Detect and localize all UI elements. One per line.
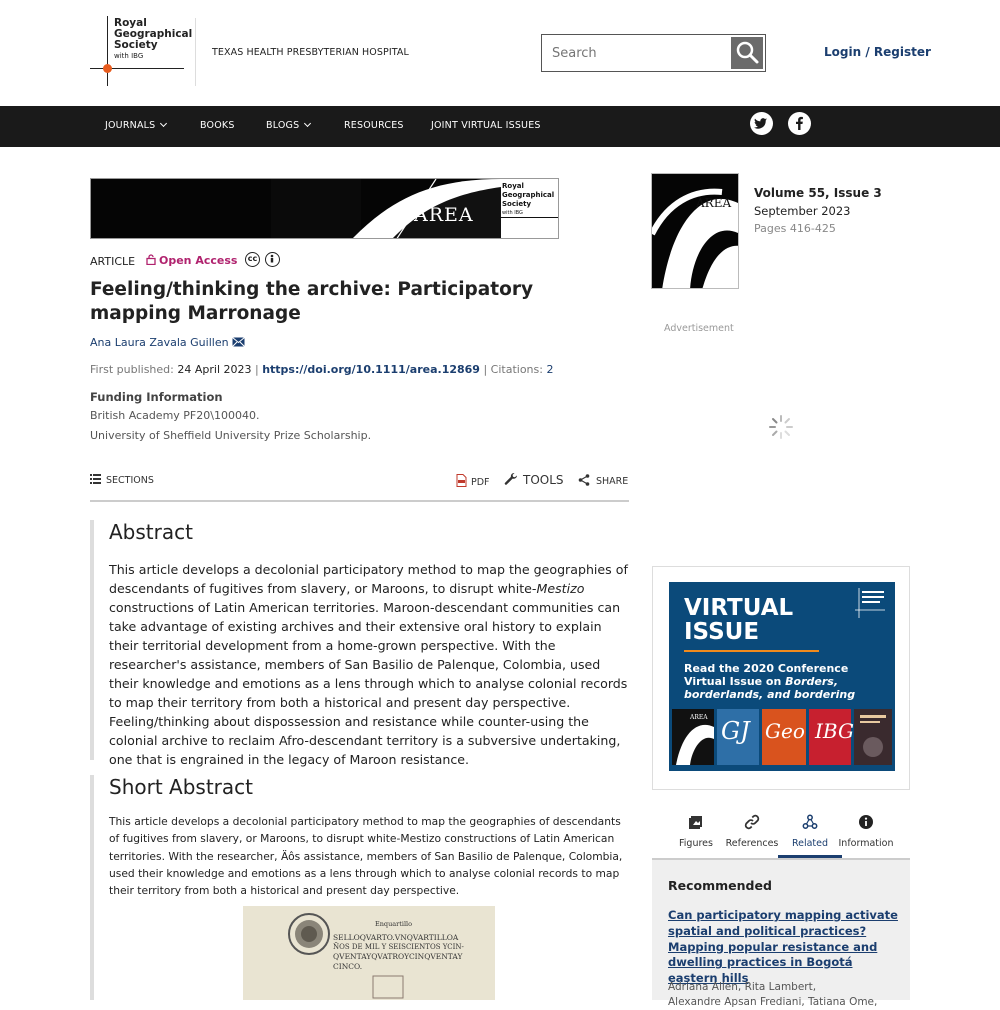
search-input[interactable]	[542, 35, 728, 71]
share-label: SHARE	[596, 476, 629, 487]
short-abstract-text: This article develops a decolonial participatory method to map the geographies of descendants of fugitives from slavery, or Maroons, to disrupt white-Mestizo constructions of Latin American territories. With the researcher, Äôs assistance, members of San Basilio de Palenque, Colombia, used their knowledge and emotions as a lens through which to analyse colonial records to map their territory from both a historical and present day perspective.	[109, 815, 623, 898]
banner-journal-title: AREA	[414, 204, 474, 226]
virtual-issue-banner[interactable]	[669, 582, 895, 771]
journal-banner[interactable]	[90, 178, 559, 239]
chevron-down-icon	[160, 120, 167, 127]
open-access-label: Open Access	[159, 254, 238, 267]
recommended-authors-line: Adriana Allen, Rita Lambert,	[668, 981, 817, 993]
logo-line-2: Geographical	[114, 28, 193, 40]
banner-society-line	[501, 217, 559, 218]
banner-society-line4: with IBG	[502, 210, 523, 216]
tab-label: Information	[838, 838, 894, 849]
doi-link[interactable]: https://doi.org/10.1111/area.12869	[262, 363, 480, 376]
issue-volume[interactable]: Volume 55, Issue 3	[754, 186, 882, 200]
abstract-heading: Abstract	[109, 520, 193, 544]
document-text: CINCO.	[333, 962, 363, 971]
document-text: QVENTAYQVATROYCINQVENTAY	[333, 952, 463, 961]
article-title: Feeling/thinking the archive: Participatory mapping Marronage	[90, 279, 534, 324]
tab-label: Figures	[679, 838, 713, 849]
sections-button[interactable]	[90, 474, 154, 486]
chevron-down-icon	[304, 120, 311, 127]
search-button[interactable]	[731, 37, 763, 69]
link-icon	[744, 814, 760, 830]
abstract-text	[109, 560, 629, 769]
info-icon	[858, 814, 874, 830]
cover-title: AREA	[696, 196, 732, 210]
logo-separator	[195, 18, 196, 86]
tab-figures[interactable]	[664, 810, 728, 858]
search-icon	[731, 37, 763, 69]
tab-related[interactable]	[778, 810, 842, 858]
logo-dot	[103, 64, 112, 73]
image-icon	[688, 814, 704, 830]
issue-cover[interactable]	[651, 173, 739, 289]
tab-label: References	[725, 838, 779, 849]
twitter-button[interactable]	[750, 112, 773, 135]
facebook-button[interactable]	[788, 112, 811, 135]
document-text: Enquartillo	[375, 920, 413, 928]
abstract-text-part: constructions of Latin American territories. Maroon-descendant communities can take advantage of existing archives and their extensive oral history to explain their territorial development from a home-grown perspective. With the researcher's assistance, members of San Basilio de Palenque, Colombia, used their knowledge and emotions as a lens through which to analyse colonial records to map their territory from both a historical and present day perspective. Feeling/thinking about dispossession and resistance while counter-using the colonial archive to reclaim Afro-descendant territory is a subversive undertaking, one that is engrained in the legacy of Maroon resistance.	[109, 600, 628, 767]
tools-button[interactable]	[504, 472, 564, 487]
envelope-icon[interactable]	[232, 337, 245, 347]
article-toolbar	[90, 466, 629, 502]
rgs-org-link[interactable]: rgs.org	[863, 226, 897, 237]
share-button[interactable]	[578, 474, 628, 487]
nav-blogs[interactable]	[266, 120, 310, 131]
abstract-text-part: This article develops a decolonial participatory method to map the geographies of descendants of fugitives from slavery, or Maroons, to disrupt white-	[109, 562, 628, 596]
nav-journals[interactable]	[105, 120, 166, 131]
institution-name: TEXAS HEALTH PRESBYTERIAN HOSPITAL	[212, 47, 409, 58]
sections-label: SECTIONS	[106, 475, 154, 486]
short-abstract-heading: Short Abstract	[109, 775, 253, 799]
tools-label: TOOLS	[523, 473, 564, 487]
citations-label: Citations:	[490, 363, 543, 376]
loading-spinner-icon	[768, 414, 794, 440]
abstract-text-italic: Mestizo	[536, 581, 585, 596]
author-name: Ana Laura Zavala Guillen	[90, 336, 229, 349]
banner-society-line1: Royal	[502, 182, 524, 190]
thumb-label: IBG	[815, 719, 854, 743]
pdf-icon	[456, 474, 467, 487]
pdf-label: PDF	[471, 477, 490, 488]
creative-commons-icon: cc	[245, 252, 260, 267]
logo-text	[114, 18, 192, 62]
lock-icon	[146, 254, 156, 265]
search-box	[541, 34, 766, 72]
virtual-issue-promo	[652, 566, 910, 790]
thumb-label: AREA	[690, 714, 708, 721]
separator: |	[483, 363, 491, 376]
tab-label: Related	[791, 838, 829, 849]
facebook-icon	[788, 112, 811, 135]
issue-pages: Pages 416-425	[754, 222, 836, 235]
list-icon	[90, 474, 101, 484]
share-icon	[578, 474, 590, 486]
journal-cover-thumb	[854, 709, 892, 765]
separator: |	[255, 363, 263, 376]
thumb-label: GJ	[721, 717, 750, 745]
nav-blogs-label: BLOGS	[266, 120, 300, 131]
abstract-section	[90, 520, 629, 767]
site-header	[0, 0, 1000, 106]
recommended-article-link[interactable]: Can participatory mapping activate spatial and political practices? Mapping popular resistance and dwelling practices in Bogotá eastern hills	[668, 908, 898, 986]
thumb-label: Geo	[765, 719, 805, 743]
funding-item: British Academy PF20\100040.	[90, 409, 260, 422]
recommended-heading: Recommended	[668, 878, 772, 893]
banner-society-line2: Geographical	[502, 191, 555, 199]
publication-line	[90, 363, 553, 376]
nav-books[interactable]: BOOKS	[200, 120, 235, 131]
tab-information[interactable]	[834, 810, 898, 858]
recommended-panel	[652, 860, 910, 1008]
banner-artwork	[91, 179, 559, 239]
funding-item: University of Sheffield University Prize Scholarship.	[90, 429, 372, 442]
virtual-issue-title-line: ISSUE	[684, 619, 760, 645]
virtual-issue-title	[684, 596, 793, 644]
virtual-issue-divider	[684, 650, 819, 652]
cover-artwork	[652, 174, 739, 289]
recommended-authors-line: Alexandre Apsan Frediani, Tatiana Ome,	[668, 996, 878, 1008]
logo-line-1: Royal	[114, 17, 147, 29]
open-access-badge	[146, 254, 237, 267]
issue-date: September 2023	[754, 204, 851, 218]
pdf-button[interactable]	[456, 474, 490, 488]
banner-society-line3: Society	[502, 200, 532, 208]
funding-heading: Funding Information	[90, 390, 223, 404]
rgs-mini-logo	[855, 588, 891, 618]
nav-resources[interactable]: RESOURCES	[344, 120, 404, 131]
virtual-issue-subtitle-text: Read the 2020 Conference Virtual Issue on	[684, 662, 849, 688]
document-text: SELLOQVARTO.VNQVARTILLOA	[333, 933, 459, 942]
article-type: ARTICLE	[90, 255, 136, 268]
document-text: ÑOS DE MIL Y SEISCIENTOS YCIN-	[333, 943, 464, 951]
logo-vertical-line	[107, 16, 108, 86]
first-published-label: First published:	[90, 363, 174, 376]
login-register-link[interactable]: Login / Register	[824, 45, 931, 59]
wrench-icon	[504, 472, 518, 486]
author-link[interactable]	[90, 336, 245, 349]
sidebar-tabs	[652, 810, 910, 860]
logo-line-3: Society	[114, 39, 158, 51]
journal-cover-thumb	[717, 709, 759, 765]
journal-cover-thumb	[762, 709, 806, 765]
first-published-date: 24 April 2023	[177, 363, 252, 376]
advertisement-label: Advertisement	[664, 323, 734, 334]
archive-document-figure[interactable]	[243, 906, 495, 1000]
virtual-issue-subtitle	[684, 662, 884, 701]
logo-line-4: with IBG	[114, 52, 144, 60]
virtual-issue-subtitle-italic: Borders, borderlands, and bordering	[684, 675, 856, 701]
nav-joint-virtual-issues[interactable]: JOINT VIRTUAL ISSUES	[431, 120, 541, 131]
recommended-authors	[668, 980, 898, 1010]
journal-cover-thumb	[672, 709, 714, 765]
virtual-issue-title-line: VIRTUAL	[684, 595, 794, 621]
nav-journals-label: JOURNALS	[105, 120, 156, 131]
citations-link[interactable]: 2	[546, 363, 554, 376]
rgs-logo[interactable]	[90, 16, 196, 86]
twitter-icon	[750, 112, 773, 135]
journal-cover-thumb	[809, 709, 854, 765]
related-network-icon	[802, 814, 818, 830]
attribution-icon	[265, 252, 280, 267]
tab-references[interactable]	[720, 810, 784, 858]
banner-society-block	[501, 179, 559, 239]
